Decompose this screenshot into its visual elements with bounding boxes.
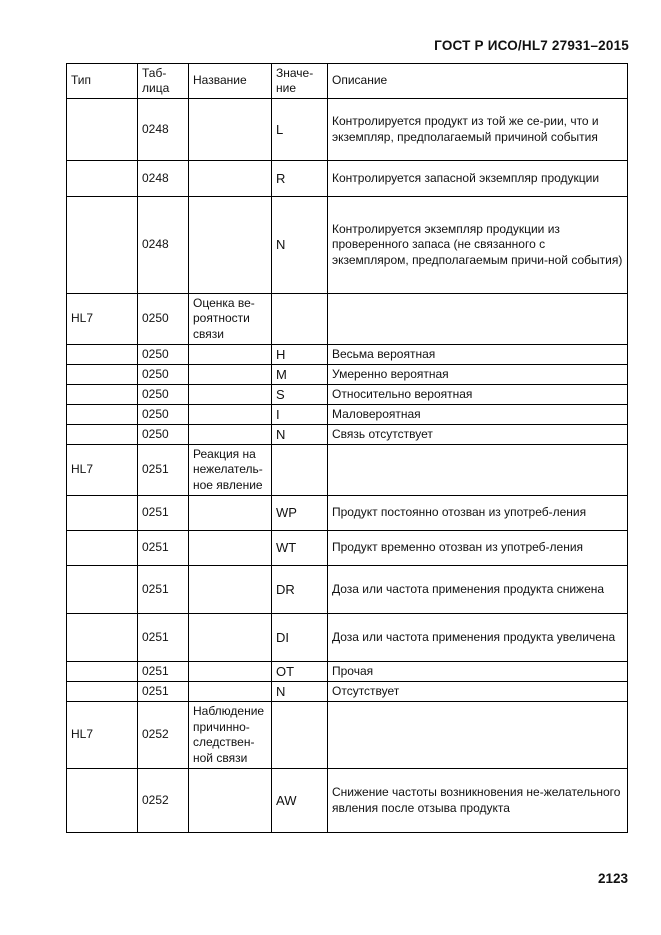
- cell-value: DI: [272, 614, 328, 662]
- cell-type: [67, 566, 138, 614]
- column-header-table: Таб-лица: [138, 64, 189, 99]
- document-header: ГОСТ Р ИСО/HL7 27931–2015: [434, 38, 629, 53]
- table-row: [67, 769, 628, 833]
- cell-description: Контролируется экземпляр продукции из проверенного запаса (не связанного с экземпляром, предполагаемым причи-ной события): [328, 197, 628, 294]
- cell-value: H: [272, 345, 328, 365]
- cell-value: DR: [272, 566, 328, 614]
- cell-table: 0248: [138, 161, 189, 197]
- cell-type: [67, 425, 138, 445]
- table-row: [67, 385, 628, 405]
- cell-description: Отсутствует: [328, 682, 628, 702]
- cell-table: 0252: [138, 769, 189, 833]
- column-header-name: Название: [189, 64, 272, 99]
- table-row: [67, 702, 628, 769]
- cell-description: Связь отсутствует: [328, 425, 628, 445]
- cell-name: [189, 425, 272, 445]
- cell-table: 0251: [138, 682, 189, 702]
- table-row: [67, 99, 628, 161]
- cell-description: Весьма вероятная: [328, 345, 628, 365]
- cell-value: AW: [272, 769, 328, 833]
- cell-type: [67, 769, 138, 833]
- cell-type: [67, 385, 138, 405]
- cell-name: [189, 345, 272, 365]
- cell-value: WT: [272, 531, 328, 566]
- table-row: [67, 345, 628, 365]
- table-body: [67, 99, 628, 833]
- cell-value: R: [272, 161, 328, 197]
- cell-table: 0250: [138, 405, 189, 425]
- cell-name: [189, 365, 272, 385]
- cell-type: HL7: [67, 702, 138, 769]
- cell-description: Продукт временно отозван из употреб-ления: [328, 531, 628, 566]
- cell-table: 0251: [138, 496, 189, 531]
- cell-name: [189, 769, 272, 833]
- table-row: [67, 496, 628, 531]
- cell-description: Доза или частота применения продукта увеличена: [328, 614, 628, 662]
- cell-value: WP: [272, 496, 328, 531]
- cell-name: Наблюдение причинно-следствен-ной связи: [189, 702, 272, 769]
- cell-description: [328, 702, 628, 769]
- page-number: 2123: [597, 871, 628, 886]
- table-row: [67, 445, 628, 496]
- cell-type: [67, 405, 138, 425]
- cell-type: [67, 662, 138, 682]
- cell-value: [272, 702, 328, 769]
- cell-value: I: [272, 405, 328, 425]
- cell-name: Реакция на нежелатель-ное явление: [189, 445, 272, 496]
- cell-type: [67, 365, 138, 385]
- cell-table: 0248: [138, 99, 189, 161]
- table-row: [67, 161, 628, 197]
- cell-value: [272, 294, 328, 345]
- cell-table: 0251: [138, 614, 189, 662]
- table-row: [67, 682, 628, 702]
- cell-name: [189, 405, 272, 425]
- cell-type: [67, 161, 138, 197]
- cell-value: L: [272, 99, 328, 161]
- cell-name: [189, 496, 272, 531]
- cell-table: 0250: [138, 365, 189, 385]
- cell-type: [67, 614, 138, 662]
- table-row: [67, 566, 628, 614]
- cell-value: N: [272, 682, 328, 702]
- table-row: [67, 614, 628, 662]
- cell-description: Контролируется запасной экземпляр продукции: [328, 161, 628, 197]
- cell-description: Контролируется продукт из той же се-рии, что и экземпляр, предполагаемый причиной события: [328, 99, 628, 161]
- cell-type: [67, 496, 138, 531]
- cell-type: [67, 197, 138, 294]
- cell-name: Оценка ве-роятности связи: [189, 294, 272, 345]
- column-header-type: Тип: [67, 64, 138, 99]
- cell-name: [189, 682, 272, 702]
- cell-value: N: [272, 197, 328, 294]
- cell-description: Снижение частоты возникновения не-желательного явления после отзыва продукта: [328, 769, 628, 833]
- cell-description: Прочая: [328, 662, 628, 682]
- cell-name: [189, 197, 272, 294]
- table-row: [67, 294, 628, 345]
- codes-table: [66, 63, 628, 833]
- cell-description: Продукт постоянно отозван из употреб-ления: [328, 496, 628, 531]
- cell-description: Относительно вероятная: [328, 385, 628, 405]
- cell-description: Доза или частота применения продукта снижена: [328, 566, 628, 614]
- cell-table: 0251: [138, 531, 189, 566]
- cell-type: HL7: [67, 294, 138, 345]
- cell-table: 0250: [138, 425, 189, 445]
- table-row: [67, 197, 628, 294]
- cell-type: [67, 682, 138, 702]
- cell-name: [189, 99, 272, 161]
- cell-table: 0251: [138, 566, 189, 614]
- cell-description: [328, 445, 628, 496]
- cell-name: [189, 531, 272, 566]
- cell-table: 0248: [138, 197, 189, 294]
- column-header-value: Значе-ние: [272, 64, 328, 99]
- cell-table: 0250: [138, 294, 189, 345]
- cell-name: [189, 161, 272, 197]
- cell-description: Умеренно вероятная: [328, 365, 628, 385]
- cell-table: 0250: [138, 385, 189, 405]
- cell-value: [272, 445, 328, 496]
- cell-type: HL7: [67, 445, 138, 496]
- cell-description: [328, 294, 628, 345]
- table-row: [67, 405, 628, 425]
- cell-value: S: [272, 385, 328, 405]
- cell-value: OT: [272, 662, 328, 682]
- cell-table: 0251: [138, 445, 189, 496]
- cell-table: 0251: [138, 662, 189, 682]
- table-row: [67, 425, 628, 445]
- cell-description: Маловероятная: [328, 405, 628, 425]
- cell-value: M: [272, 365, 328, 385]
- cell-name: [189, 614, 272, 662]
- table-row: [67, 531, 628, 566]
- cell-value: N: [272, 425, 328, 445]
- cell-table: 0252: [138, 702, 189, 769]
- cell-name: [189, 566, 272, 614]
- column-header-description: Описание: [328, 64, 628, 99]
- cell-table: 0250: [138, 345, 189, 365]
- cell-type: [67, 99, 138, 161]
- cell-name: [189, 662, 272, 682]
- cell-name: [189, 385, 272, 405]
- cell-type: [67, 531, 138, 566]
- cell-type: [67, 345, 138, 365]
- table-row: [67, 365, 628, 385]
- table-row: [67, 662, 628, 682]
- table-header-row: [67, 64, 628, 99]
